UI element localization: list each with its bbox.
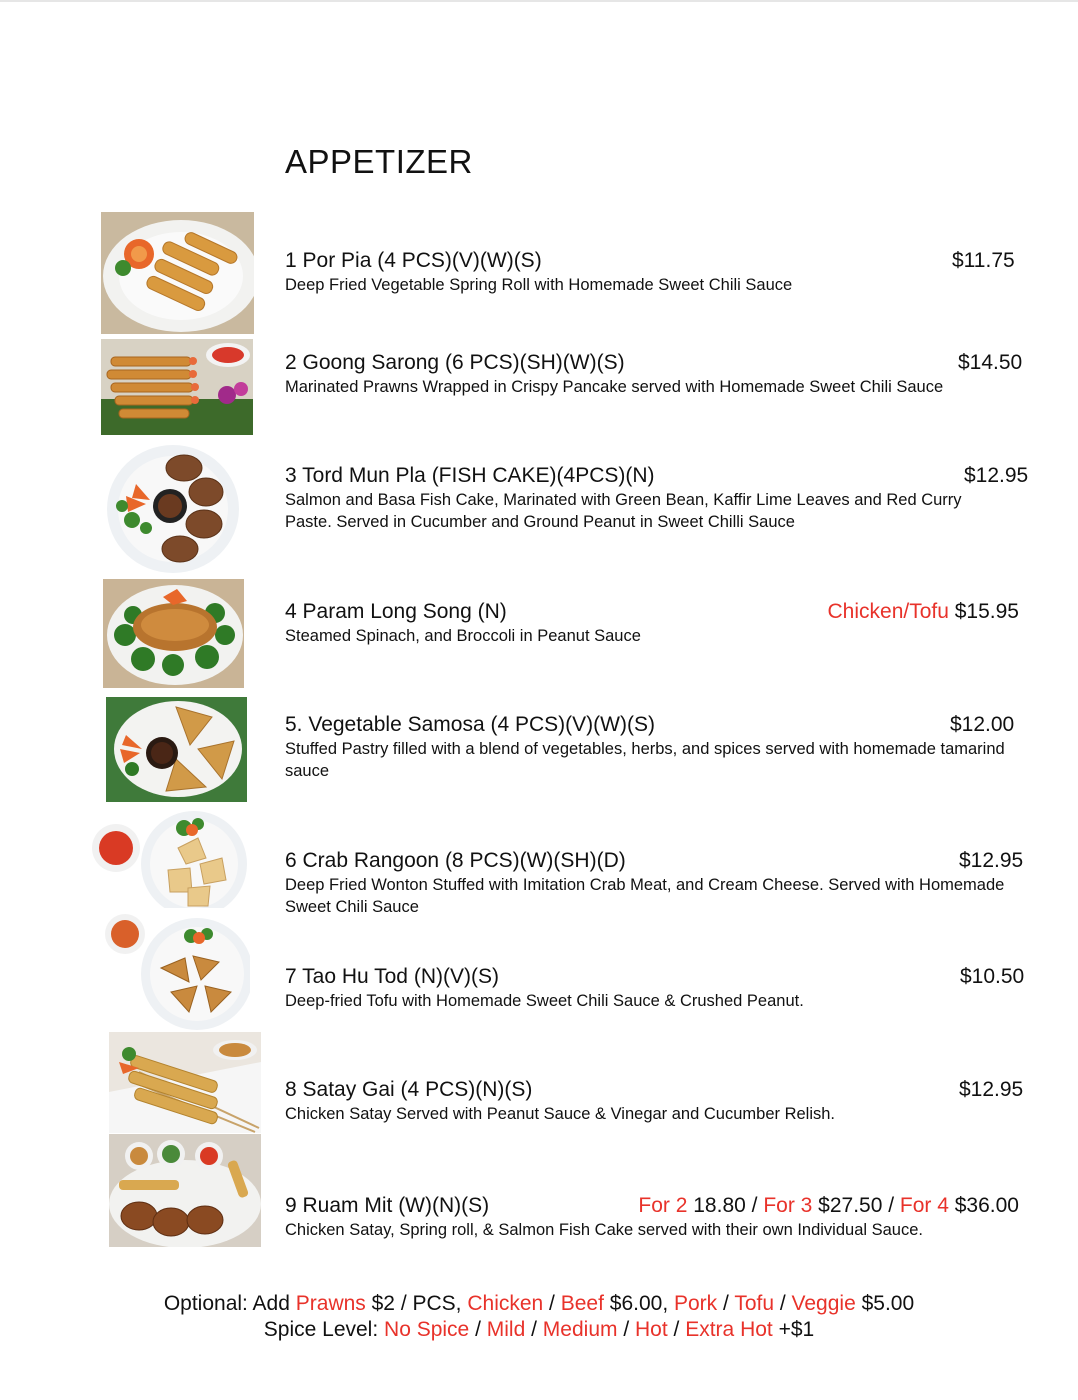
price-separator: / bbox=[903, 600, 910, 623]
prawns-price: $2 / PCS, bbox=[365, 1292, 468, 1315]
menu-item bbox=[285, 249, 1025, 296]
spice-levels bbox=[0, 1317, 1078, 1343]
for-2-price: 18.80 / bbox=[687, 1194, 764, 1217]
spice-lead: Spice Level: bbox=[263, 1318, 385, 1341]
for-4-label: For 4 bbox=[899, 1194, 949, 1217]
item-price: $11.75 bbox=[952, 249, 1015, 272]
item-price bbox=[828, 600, 1020, 624]
beef-option: Beef bbox=[560, 1292, 604, 1315]
tofu-option: Tofu bbox=[909, 600, 949, 623]
wrapped-prawns-photo bbox=[101, 339, 253, 435]
item-name: 2 Goong Sarong (6 PCS)(SH)(W)(S) bbox=[285, 351, 625, 374]
menu-item bbox=[285, 713, 1025, 782]
tofu-option: Tofu bbox=[734, 1292, 775, 1315]
separator: / bbox=[717, 1292, 735, 1315]
item-price: $12.95 bbox=[959, 849, 1024, 872]
menu-item bbox=[285, 464, 1029, 533]
top-divider bbox=[0, 0, 1078, 2]
prawns-option: Prawns bbox=[295, 1292, 366, 1315]
peanut-sauce-spinach-photo bbox=[103, 579, 244, 688]
chicken-option: Chicken bbox=[827, 600, 904, 623]
item-description: Stuffed Pastry filled with a blend of vegetables, herbs, and spices served with homemade tamarind sauce bbox=[285, 740, 1005, 780]
veggie-price: $5.00 bbox=[855, 1292, 915, 1315]
item-name: 8 Satay Gai (4 PCS)(N)(S) bbox=[285, 1078, 533, 1101]
page-title: APPETIZER bbox=[285, 143, 473, 180]
veggie-option: Veggie bbox=[791, 1292, 856, 1315]
optional-lead: Optional: Add bbox=[163, 1292, 296, 1315]
item-description: Steamed Spinach, and Broccoli in Peanut Sauce bbox=[285, 627, 641, 645]
item-description: Chicken Satay Served with Peanut Sauce & Vinegar and Cucumber Relish. bbox=[285, 1105, 836, 1123]
item-name: 5. Vegetable Samosa (4 PCS)(V)(W)(S) bbox=[285, 713, 655, 736]
for-4-price: $36.00 bbox=[948, 1194, 1019, 1217]
item-price bbox=[638, 1194, 1019, 1218]
item-price: $12.00 bbox=[950, 713, 1015, 736]
separator: / bbox=[617, 1318, 636, 1341]
item-name: 1 Por Pia (4 PCS)(V)(W)(S) bbox=[285, 249, 542, 272]
item-description: Deep Fried Vegetable Spring Roll with Homemade Sweet Chili Sauce bbox=[285, 276, 793, 294]
fish-cake-photo bbox=[106, 444, 240, 574]
extra-hot-price: +$1 bbox=[772, 1318, 815, 1341]
item-name: 4 Param Long Song (N) bbox=[285, 600, 507, 623]
item-description: Deep-fried Tofu with Homemade Sweet Chili Sauce & Crushed Peanut. bbox=[285, 992, 804, 1010]
item-name: 9 Ruam Mit (W)(N)(S) bbox=[285, 1194, 490, 1217]
item-description: Chicken Satay, Spring roll, & Salmon Fish Cake served with their own Individual Sauce. bbox=[285, 1221, 923, 1239]
for-3-price: $27.50 / bbox=[812, 1194, 900, 1217]
samosa-photo bbox=[106, 697, 247, 802]
optional-addons bbox=[0, 1291, 1078, 1317]
separator: / bbox=[525, 1318, 543, 1341]
price-value: $15.95 bbox=[948, 600, 1019, 623]
separator: / bbox=[469, 1318, 487, 1341]
crab-rangoon-photo bbox=[88, 808, 251, 918]
item-description: Salmon and Basa Fish Cake, Marinated with Green Bean, Kaffir Lime Leaves and Red Curry Paste. Served in Cucumber and Ground Peanut in Sweet Chilli Sauce bbox=[285, 491, 962, 531]
item-price: $14.50 bbox=[958, 351, 1023, 374]
separator: / bbox=[667, 1318, 686, 1341]
combo-platter-photo bbox=[109, 1134, 261, 1247]
item-name: 6 Crab Rangoon (8 PCS)(W)(SH)(D) bbox=[285, 849, 626, 872]
menu-item bbox=[285, 1194, 1025, 1241]
spice-mild: Mild bbox=[486, 1318, 526, 1341]
spice-no-spice: No Spice bbox=[384, 1318, 470, 1341]
item-description: Deep Fried Wonton Stuffed with Imitation Crab Meat, and Cream Cheese. Served with Homemade Sweet Chili Sauce bbox=[285, 876, 1005, 916]
separator: / bbox=[774, 1292, 792, 1315]
menu-item bbox=[285, 849, 1025, 918]
item-name: 3 Tord Mun Pla (FISH CAKE)(4PCS)(N) bbox=[285, 464, 655, 487]
for-3-label: For 3 bbox=[763, 1194, 813, 1217]
fried-tofu-photo bbox=[101, 908, 250, 1030]
separator: / bbox=[543, 1292, 561, 1315]
item-price: $10.50 bbox=[960, 965, 1025, 988]
menu-item bbox=[285, 965, 1025, 1012]
menu-item bbox=[285, 1078, 1025, 1125]
chicken-option: Chicken bbox=[467, 1292, 544, 1315]
spice-extra-hot: Extra Hot bbox=[685, 1318, 773, 1341]
menu-item bbox=[285, 351, 1025, 398]
satay-photo bbox=[109, 1032, 261, 1133]
beef-price: $6.00, bbox=[603, 1292, 674, 1315]
spice-medium: Medium bbox=[542, 1318, 618, 1341]
item-price: $12.95 bbox=[959, 1078, 1024, 1101]
for-2-label: For 2 bbox=[638, 1194, 688, 1217]
menu-item bbox=[285, 600, 1025, 647]
item-description: Marinated Prawns Wrapped in Crispy Pancake served with Homemade Sweet Chili Sauce bbox=[285, 378, 944, 396]
spring-roll-photo bbox=[101, 212, 254, 334]
spice-hot: Hot bbox=[635, 1318, 668, 1341]
pork-option: Pork bbox=[674, 1292, 718, 1315]
item-price: $12.95 bbox=[964, 464, 1029, 487]
item-name: 7 Tao Hu Tod (N)(V)(S) bbox=[285, 965, 499, 988]
